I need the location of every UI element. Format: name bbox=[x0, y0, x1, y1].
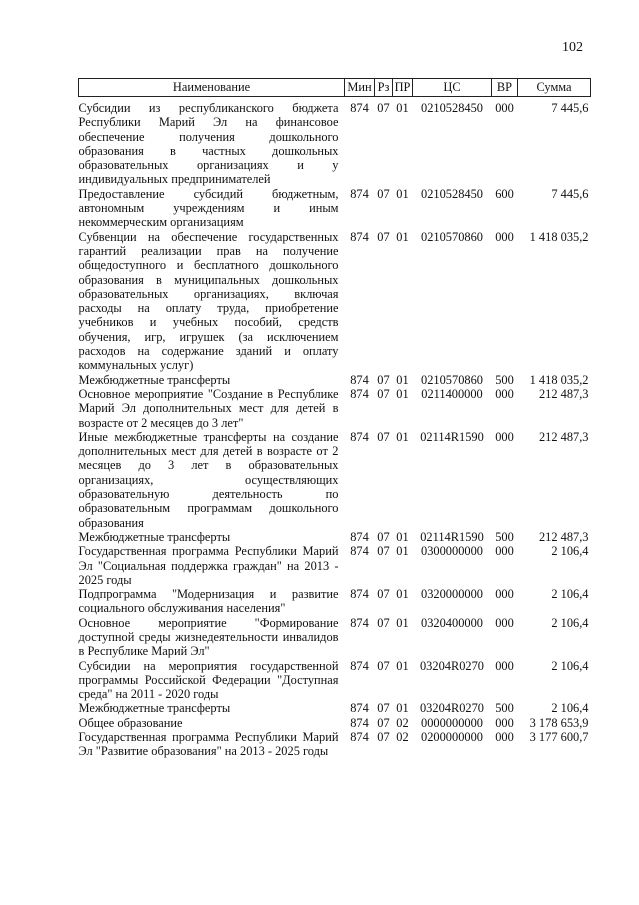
page-number: 102 bbox=[562, 40, 583, 55]
row-rz: 07 bbox=[377, 529, 390, 544]
row-vr: 000 bbox=[495, 715, 514, 730]
row-sum: 2 106,4 bbox=[551, 587, 589, 602]
row-min: 874 bbox=[350, 587, 369, 602]
table-row bbox=[79, 530, 591, 544]
table-row bbox=[79, 387, 591, 430]
row-sum: 212 487,3 bbox=[538, 529, 589, 544]
row-vr: 000 bbox=[495, 658, 514, 673]
row-rz: 07 bbox=[377, 186, 390, 201]
row-name: Иные межбюджетные трансферты на создание дополнительных мест для детей в возрасте от 2 месяцев до 3 лет в образовательных организациях, осуществляющих образовательную деятельность по образовательным программам дошкольного образования bbox=[78, 429, 339, 530]
row-cs: 0300000000 bbox=[421, 544, 483, 559]
table-row bbox=[79, 659, 591, 702]
table-row bbox=[79, 430, 591, 530]
row-rz: 07 bbox=[377, 587, 390, 602]
row-pr: 02 bbox=[396, 730, 409, 745]
row-min: 874 bbox=[350, 658, 369, 673]
table-row bbox=[79, 616, 591, 659]
header-min: Мин bbox=[345, 79, 375, 97]
row-min: 874 bbox=[350, 730, 369, 745]
row-pr: 01 bbox=[396, 186, 409, 201]
header-rz: Рз bbox=[375, 79, 393, 97]
header-vr: ВР bbox=[492, 79, 518, 97]
row-vr: 000 bbox=[495, 544, 514, 559]
table-body bbox=[79, 97, 591, 759]
row-sum: 2 106,4 bbox=[551, 615, 589, 630]
row-cs: 0320000000 bbox=[421, 587, 483, 602]
row-min: 874 bbox=[350, 715, 369, 730]
row-min: 874 bbox=[350, 372, 369, 387]
header-name: Наименование bbox=[79, 79, 345, 97]
row-rz: 07 bbox=[377, 429, 390, 444]
row-name: Предоставление субсидий бюджетным, автономным учреждениям и иным некоммерческим организациям bbox=[78, 186, 339, 230]
row-name: Основное мероприятие "Формирование доступной среды жизнедеятельности инвалидов в Республике Марий Эл" bbox=[78, 615, 339, 659]
row-sum: 3 177 600,7 bbox=[529, 730, 589, 745]
table-row bbox=[79, 544, 591, 587]
row-sum: 2 106,4 bbox=[551, 658, 589, 673]
row-rz: 07 bbox=[377, 730, 390, 745]
row-vr: 000 bbox=[495, 615, 514, 630]
row-pr: 01 bbox=[396, 587, 409, 602]
row-cs: 03204R0270 bbox=[419, 658, 485, 673]
row-sum: 1 418 035,2 bbox=[529, 229, 589, 244]
row-cs: 0210528450 bbox=[421, 186, 483, 201]
row-sum: 3 178 653,9 bbox=[529, 715, 589, 730]
row-cs: 0210570860 bbox=[421, 229, 483, 244]
row-sum: 7 445,6 bbox=[551, 101, 589, 115]
row-cs: 02114R1590 bbox=[420, 429, 484, 444]
header-cs: ЦС bbox=[413, 79, 492, 97]
row-vr: 000 bbox=[495, 587, 514, 602]
row-name: Межбюджетные трансферты bbox=[78, 529, 231, 544]
header-pr: ПР bbox=[393, 79, 413, 97]
header-sum: Сумма bbox=[518, 79, 591, 97]
row-name: Субсидии на мероприятия государственной программы Российской Федерации "Доступная среда" на 2011 - 2020 годы bbox=[78, 658, 339, 702]
row-min: 874 bbox=[350, 544, 369, 559]
row-pr: 01 bbox=[396, 386, 409, 401]
budget-table bbox=[78, 78, 591, 759]
row-min: 874 bbox=[350, 386, 369, 401]
row-pr: 01 bbox=[396, 372, 409, 387]
row-sum: 212 487,3 bbox=[538, 429, 589, 444]
row-name: Межбюджетные трансферты bbox=[78, 372, 231, 387]
table-row bbox=[79, 230, 591, 373]
row-name: Основное мероприятие "Создание в Республике Марий Эл дополнительных мест для детей в возрасте от 2 месяцев до 3 лет" bbox=[78, 386, 339, 430]
row-min: 874 bbox=[350, 529, 369, 544]
row-sum: 2 106,4 bbox=[551, 701, 589, 716]
row-name: Государственная программа Республики Марий Эл "Развитие образования" на 2013 - 2025 годы bbox=[78, 730, 339, 759]
row-name: Субвенции на обеспечение государственных гарантий реализации прав на получение общедоступного и бесплатного дошкольного образования в муниципальных дошкольных образовательных организациях, включая расходы на оплату труда, приобретение учебников и учебных пособий, средств обучения, игр, игрушек (за исключением расходов на содержание зданий и оплату коммунальных услуг) bbox=[78, 229, 339, 373]
row-pr: 01 bbox=[396, 544, 409, 559]
row-vr: 000 bbox=[495, 101, 514, 115]
table-row bbox=[79, 716, 591, 730]
row-min: 874 bbox=[350, 101, 369, 115]
table-row bbox=[79, 97, 591, 187]
row-pr: 02 bbox=[396, 715, 409, 730]
row-vr: 500 bbox=[495, 529, 514, 544]
table-header-row bbox=[79, 79, 591, 97]
row-name: Подпрограмма "Модернизация и развитие социального обслуживания населения" bbox=[78, 587, 339, 616]
row-min: 874 bbox=[350, 429, 369, 444]
row-min: 874 bbox=[350, 701, 369, 716]
row-cs: 03204R0270 bbox=[419, 701, 485, 716]
row-vr: 000 bbox=[495, 229, 514, 244]
row-pr: 01 bbox=[396, 429, 409, 444]
row-rz: 07 bbox=[377, 386, 390, 401]
row-vr: 500 bbox=[495, 701, 514, 716]
row-name: Субсидии из республиканского бюджета Республики Марий Эл на финансовое обеспечение получения дошкольного образования в частных дошкольных образовательных организациях и у индивидуальных предпринимателей bbox=[78, 101, 339, 187]
row-vr: 000 bbox=[495, 386, 514, 401]
row-vr: 500 bbox=[495, 372, 514, 387]
row-sum: 7 445,6 bbox=[551, 186, 589, 201]
row-pr: 01 bbox=[396, 229, 409, 244]
row-name: Государственная программа Республики Марий Эл "Социальная поддержка граждан" на 2013 - 2025 годы bbox=[78, 544, 339, 587]
table-row bbox=[79, 187, 591, 230]
row-rz: 07 bbox=[377, 715, 390, 730]
row-pr: 01 bbox=[396, 101, 409, 115]
table-row bbox=[79, 373, 591, 387]
row-rz: 07 bbox=[377, 658, 390, 673]
row-rz: 07 bbox=[377, 229, 390, 244]
row-rz: 07 bbox=[377, 701, 390, 716]
row-rz: 07 bbox=[377, 544, 390, 559]
row-cs: 02114R1590 bbox=[420, 529, 484, 544]
row-sum: 212 487,3 bbox=[538, 386, 589, 401]
row-cs: 0210570860 bbox=[421, 372, 483, 387]
row-rz: 07 bbox=[377, 615, 390, 630]
row-rz: 07 bbox=[377, 372, 390, 387]
row-cs: 0320400000 bbox=[421, 615, 483, 630]
table-row bbox=[79, 730, 591, 759]
row-vr: 000 bbox=[495, 429, 514, 444]
table-row bbox=[79, 587, 591, 616]
row-cs: 0210528450 bbox=[421, 101, 483, 115]
row-sum: 2 106,4 bbox=[551, 544, 589, 559]
row-min: 874 bbox=[350, 615, 369, 630]
row-vr: 600 bbox=[495, 186, 514, 201]
row-sum: 1 418 035,2 bbox=[529, 372, 589, 387]
row-cs: 0200000000 bbox=[421, 730, 483, 745]
table-row bbox=[79, 701, 591, 715]
row-vr: 000 bbox=[495, 730, 514, 745]
row-name: Общее образование bbox=[78, 715, 183, 730]
row-pr: 01 bbox=[396, 615, 409, 630]
row-min: 874 bbox=[350, 186, 369, 201]
row-rz: 07 bbox=[377, 101, 390, 115]
row-pr: 01 bbox=[396, 658, 409, 673]
row-cs: 0000000000 bbox=[421, 715, 483, 730]
row-cs: 0211400000 bbox=[421, 386, 483, 401]
row-min: 874 bbox=[350, 229, 369, 244]
row-name: Межбюджетные трансферты bbox=[78, 701, 231, 716]
row-pr: 01 bbox=[396, 529, 409, 544]
row-pr: 01 bbox=[396, 701, 409, 716]
